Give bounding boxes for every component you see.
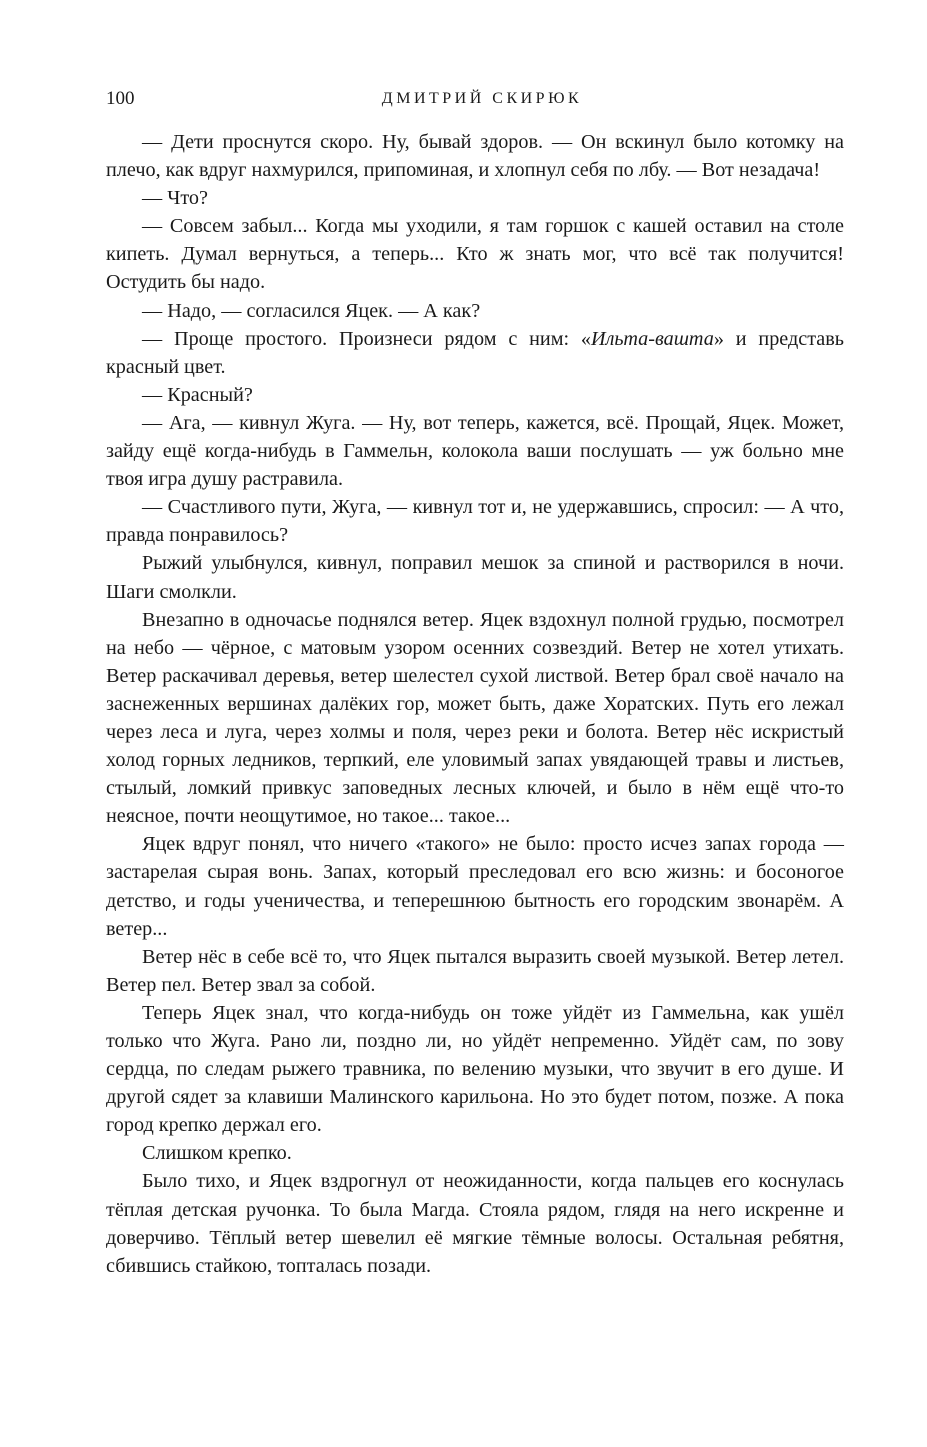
book-page (106, 88, 844, 1280)
paragraph: Внезапно в одночасье поднялся ветер. Яцек вздохнул полной грудью, посмотрел на небо — чёрное, с матовым узором осенних созвездий. Ветер не хотел утихать. Ветер раскачивал деревья, ветер шелестел сухой листвой. Ветер брал своё начало на заснеженных вершинах далёких гор, может быть, даже Хоратских. Путь его лежал через леса и луга, через холмы и поля, через реки и болота. Ветер нёс искристый холод горных ледников, терпкий, еле уловимый запах увядающей травы и листьев, стылый, ломкий привкус заповедных лесных ключей, и было в нём ещё что-то неясное, почти неощутимое, но такое... такое... (106, 608, 844, 828)
paragraph: Слишком крепко. (142, 1142, 292, 1165)
paragraph: Теперь Яцек знал, что когда-нибудь он тоже уйдёт из Гаммельна, как ушёл только что Жуга. Рано ли, поздно ли, но уйдёт непременно. Уйдёт сам, по зову сердца, по следам рыжего травника, по велению музыки, что звучит в его душе. И другой сядет за клавиши Малинского карильона. Но это будет потом, позже. А пока город крепко держал его. (106, 1001, 844, 1137)
paragraph: — Ага, — кивнул Жуга. — Ну, вот теперь, кажется, всё. Прощай, Яцек. Может, зайду ещё когда-нибудь в Гаммельн, колокола ваши послушать — уж больно мне твоя игра душу растравила. (106, 411, 844, 491)
page-number: 100 (106, 88, 135, 109)
paragraph: — Красный? (142, 383, 253, 406)
paragraph: — Счастливого пути, Жуга, — кивнул тот и, не удержавшись, спросил: — А что, правда понравилось? (106, 496, 844, 547)
paragraph (106, 325, 844, 381)
paragraph: Яцек вдруг понял, что ничего «такого» не было: просто исчез запах города — застарелая сырая вонь. Запах, который преследовал его всю жизнь: и босоногое детство, и годы ученичества, и теперешнюю бытность его городским звонарём. А ветер... (106, 833, 844, 940)
book-author: ДМИТРИЙ СКИРЮК (381, 90, 583, 107)
paragraph: Рыжий улыбнулся, кивнул, поправил мешок за спиной и растворился в ночи. Шаги смолкли. (106, 552, 844, 603)
paragraph-text: — Проще простого. Произнеси рядом с ним: « (142, 327, 592, 350)
paragraph: Ветер нёс в себе всё то, что Яцек пытался выразить своей музыкой. Ветер летел. Ветер пел. Ветер звал за собой. (106, 945, 844, 996)
paragraph-text: » и представь красный цвет. (106, 327, 844, 378)
running-head (106, 88, 844, 120)
body-text (106, 128, 844, 1280)
paragraph: — Совсем забыл... Когда мы уходили, я там горшок с кашей оставил на столе кипеть. Думал вернуться, а теперь... Кто ж знать мог, что всё так получится! Остудить бы надо. (106, 215, 844, 294)
paragraph: — Надо, — согласился Яцек. — А как? (142, 299, 481, 322)
paragraph: Было тихо, и Яцек вздрогнул от неожиданности, когда пальцев его коснулась тёплая детская ручонка. То была Магда. Стояла рядом, глядя на него искренне и доверчиво. Тёплый ветер шевелил её мягкие тёмные волосы. Остальная ребятня, сбившись стайкою, топталась позади. (106, 1170, 844, 1277)
paragraph: — Что? (142, 187, 208, 210)
paragraph: — Дети проснутся скоро. Ну, бывай здоров. — Он вскинул было котомку на плечо, как вдруг нахмурился, припоминая, и хлопнул себя по лбу. — Вот незадача! (106, 131, 844, 182)
spell-words: Ильта-вашта (591, 327, 714, 350)
